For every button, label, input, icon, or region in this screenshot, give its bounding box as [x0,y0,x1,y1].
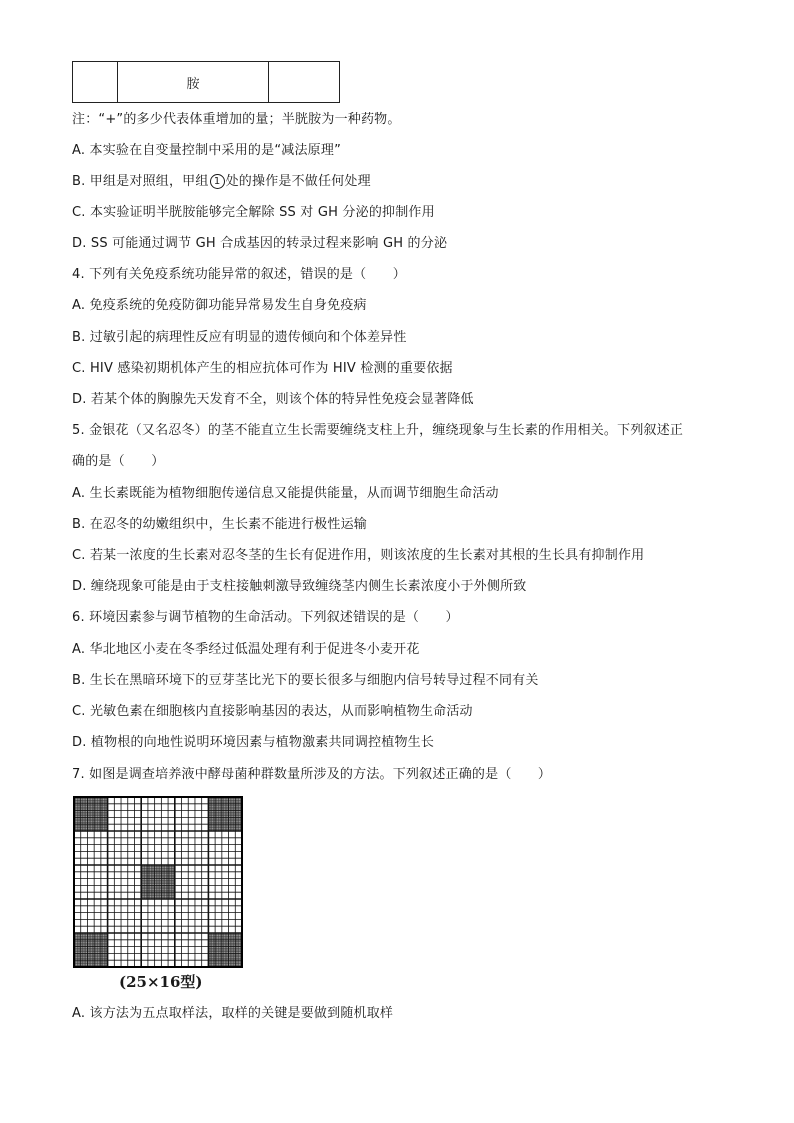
q3-option-a: A. 本实验在自变量控制中采用的是“减法原理” [72,143,341,158]
circled-number-1: 1 [210,174,225,189]
shaded-sample-square [74,797,108,831]
q4-option-a: A. 免疫系统的免疫防御功能异常易发生自身免疫病 [72,298,367,313]
q5-option-c: C. 若某一浓度的生长素对忍冬茎的生长有促进作用，则该浓度的生长素对其根的生长具有抑制作用 [72,548,645,563]
q3-option-b [72,174,371,190]
q4-option-d: D. 若某个体的胸腺先天发育不全，则该个体的特异性免疫会显著降低 [72,392,474,407]
q4-option-b: B. 过敏引起的病理性反应有明显的遗传倾向和个体差异性 [72,330,407,345]
shaded-sample-square [74,933,108,967]
q6-option-a: A. 华北地区小麦在冬季经过低温处理有利于促进冬小麦开花 [72,642,420,657]
q5-option-a: A. 生长素既能为植物细胞传递信息又能提供能量，从而调节细胞生命活动 [72,486,499,501]
q3-option-d: D. SS 可能通过调节 GH 合成基因的转录过程来影响 GH 的分泌 [72,236,448,251]
q7-option-a: A. 该方法为五点取样法，取样的关键是要做到随机取样 [72,1006,394,1021]
table-row [73,62,340,103]
q3-option-c: C. 本实验证明半胱胺能够完全解除 SS 对 GH 分泌的抑制作用 [72,205,435,220]
q4-stem: 4. 下列有关免疫系统功能异常的叙述，错误的是（ ） [72,267,406,282]
q6-option-b: B. 生长在黑暗环境下的豆芽茎比光下的要长很多与细胞内信号转导过程不同有关 [72,673,539,688]
q6-option-c: C. 光敏色素在细胞核内直接影响基因的表达，从而影响植物生命活动 [72,704,473,719]
q7-stem: 7. 如图是调查培养液中酵母菌种群数量所涉及的方法。下列叙述正确的是（ ） [72,767,552,782]
q6-stem: 6. 环境因素参与调节植物的生命活动。下列叙述错误的是（ ） [72,610,459,625]
q5-stem-line2: 确的是（ ） [72,454,165,469]
shaded-sample-square [141,865,175,899]
q4-option-c: C. HIV 感染初期机体产生的相应抗体可作为 HIV 检测的重要依据 [72,361,453,376]
table-cell [73,62,118,103]
q5-option-b: B. 在忍冬的幼嫩组织中，生长素不能进行极性运输 [72,517,367,532]
q3-option-b-text: B. 甲组是对照组，甲组 [72,174,209,189]
table-note: 注：“+”的多少代表体重增加的量；半胱胺为一种药物。 [72,112,401,127]
q5-stem-line1: 5. 金银花（又名忍冬）的茎不能直立生长需要缠绕支柱上升，缠绕现象与生长素的作用相关。下列叙述正 [72,423,684,438]
figure-caption: (25×16型) [119,973,203,991]
table-cell: 胺 [118,62,269,103]
q6-option-d: D. 植物根的向地性说明环境因素与植物激素共同调控植物生长 [72,735,435,750]
experiment-table-fragment [72,61,340,103]
shaded-sample-square [208,797,242,831]
q3-option-b-text-2: 处的操作是不做任何处理 [225,174,371,189]
table-cell [269,62,340,103]
hemocytometer-grid-figure [73,796,243,968]
q5-option-d: D. 缠绕现象可能是由于支柱接触刺激导致缠绕茎内侧生长素浓度小于外侧所致 [72,579,527,594]
shaded-sample-square [208,933,242,967]
